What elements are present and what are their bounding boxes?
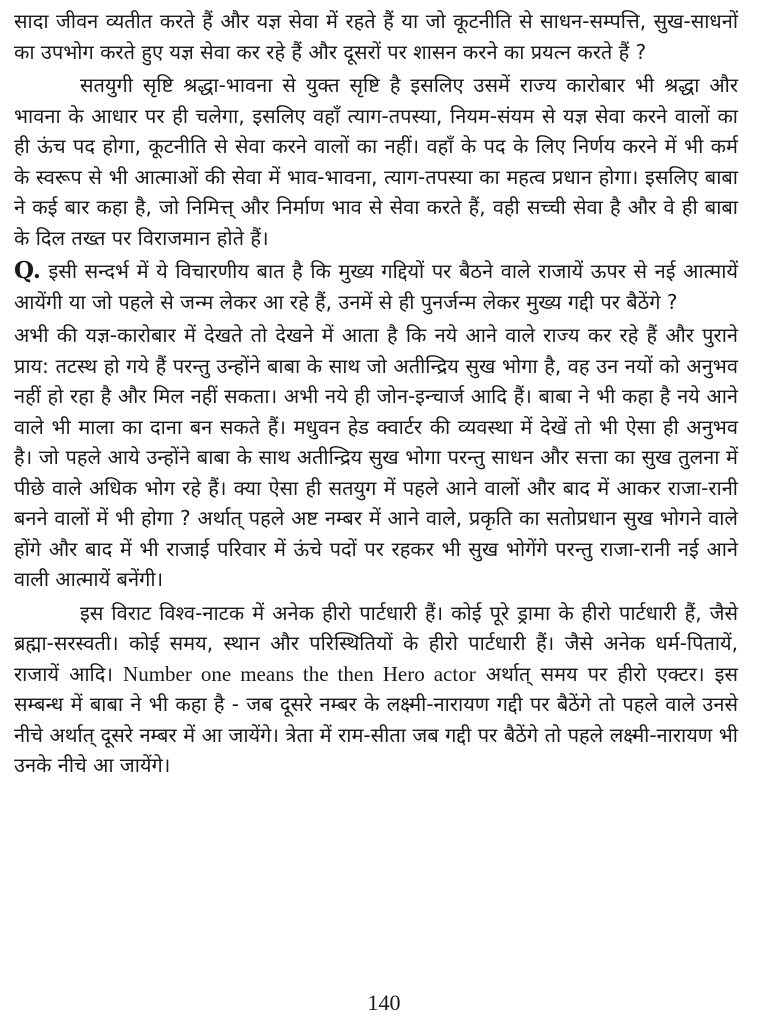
paragraph-continuation: सादा जीवन व्यतीत करते हैं और यज्ञ सेवा में रहते हैं या जो कूटनीति से साधन-सम्पत्ति, सुख-साधनों का उपभोग करते हुए यज्ञ सेवा कर रहे हैं और दूसरों पर शासन करने का प्रयत्न करते हैं ? bbox=[14, 9, 738, 64]
english-phrase: Number one means the then Hero actor bbox=[123, 661, 476, 686]
question-text: इसी सन्दर्भ में ये विचारणीय बात है कि मुख्य गद्दियों पर बैठने वाले राजायें ऊपर से नई आत्मायें आयेंगी या जो पहले से जन्म लेकर आ रहे हैं, उनमें से ही पुनर्जन्म लेकर मुख्य गद्दी पर बैठेंगे ? bbox=[14, 259, 738, 314]
paragraph-hero-actors bbox=[14, 598, 738, 781]
hero-text-part-2: अर्थात् समय पर हीरो एक्टर। इस सम्बन्ध में बाबा ने भी कहा है - जब दूसरे नम्बर के लक्ष्मी-नारायण गद्दी पर बैठेंगे तो पहले वाले उनसे नीचे अर्थात् दूसरे नम्बर में आ जायेंगे। त्रेता में राम-सीता जब गद्दी पर बैठेंगे तो पहले लक्ष्मी-नारायण भी उनके नीचे आ जायेंगे। bbox=[14, 661, 738, 777]
question-label: Q. bbox=[14, 257, 41, 284]
question-paragraph bbox=[14, 256, 738, 317]
answer-paragraph: अभी की यज्ञ-कारोबार में देखते तो देखने में आता है कि नये आने वाले राज्य कर रहे हैं और पुराने प्राय: तटस्थ हो गये हैं परन्तु उन्होंने बाबा के साथ जो अतीन्द्रिय सुख भोगा है, वह उन नयों को अनुभव नहीं हो रहा है और मिल नहीं सकता। अभी नये ही जोन-इन्चार्ज आदि हैं। बाबा ने भी कहा है नये आने वाले भी माला का दाना बन सकते हैं। मधुवन हेड क्वार्टर की व्यवस्था में देखें तो भी ऐसा ही अनुभव है। जो पहले आये उन्होंने बाबा के साथ अतीन्द्रिय सुख भोगा परन्तु साधन और सत्ता का सुख तुलना में पीछे वाले अधिक भोग रहे हैं। क्या ऐसा ही सतयुग में पहले आने वालों और बाद में आकर राजा-रानी बनने वालों में भी होगा ? अर्थात् पहले अष्ट नम्बर में आने वाले, प्रकृति का सतोप्रधान सुख भोगने वाले होंगे और बाद में भी राजाई परिवार में ऊंचे पदों पर रहकर भी सुख भोगेंगे परन्तु राजा-रानी नई आने वाली आत्मायें बनेंगी। bbox=[14, 323, 738, 591]
paragraph-satyug-explanation: सतयुगी सृष्टि श्रद्धा-भावना से युक्त सृष्टि है इसलिए उसमें राज्य कारोबार भी श्रद्धा और भावना के आधार पर ही चलेगा, इसलिए वहाँ त्याग-तपस्या, नियम-संयम से यज्ञ सेवा करने वालों का ही ऊंच पद होगा, कूटनीति से सेवा करने वालों का नहीं। वहाँ के पद के लिए निर्णय करने में भी कर्म के स्वरूप से भी आत्माओं की सेवा में भाव-भावना, त्याग-तपस्या का महत्व प्रधान होगा। इसलिए बाबा ने कई बार कहा है, जो निमित्त् और निर्माण भाव से सेवा करते हैं, वही सच्ची सेवा है और वे ही बाबा के दिल तख्त पर विराजमान होते हैं। bbox=[14, 73, 738, 250]
page-number: 140 bbox=[367, 990, 401, 1015]
hero-text-part-1: इस विराट विश्व-नाटक में अनेक हीरो पार्टधारी हैं। कोई पूरे ड्रामा के हीरो पार्टधारी हैं, जैसे ब्रह्मा-सरस्वती। कोई समय, स्थान और परिस्थितियों के हीरो पार्टधारी हैं। जैसे अनेक धर्म-पितायें, राजायें आदि। bbox=[14, 600, 738, 686]
document-page bbox=[14, 6, 738, 784]
